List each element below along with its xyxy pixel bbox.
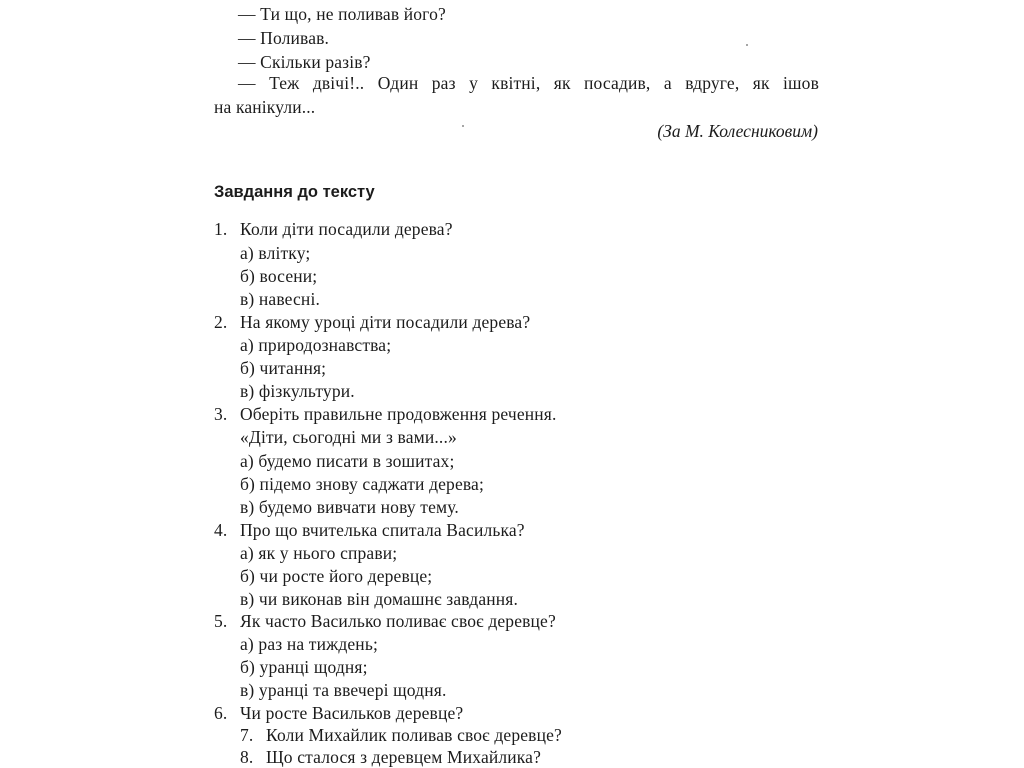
question-text: Як часто Василько поливає своє деревце?	[240, 611, 556, 631]
answer-option: б) чи росте його деревце;	[240, 566, 433, 586]
dialogue-line: на канікули...	[214, 97, 316, 117]
question-item	[240, 724, 562, 746]
question-text: Що сталося з деревцем Михайлика?	[266, 747, 542, 767]
question-number: 6.	[214, 703, 228, 723]
question-number: 4.	[214, 520, 228, 540]
question-number: 7.	[240, 725, 254, 745]
dialogue-line: — Скільки разів?	[238, 52, 371, 72]
question-number: 5.	[214, 611, 228, 631]
tasks-heading: Завдання до тексту	[214, 183, 375, 201]
scan-speck	[746, 44, 748, 46]
dialogue-line: — Поливав.	[238, 28, 330, 48]
question-item	[214, 403, 557, 425]
answer-option: а) природознавства;	[240, 335, 392, 355]
answer-option: в) чи виконав він домашнє завдання.	[240, 589, 518, 609]
question-number: 2.	[214, 312, 228, 332]
answer-option: б) уранці щодня;	[240, 657, 368, 677]
question-item	[214, 702, 463, 724]
dialogue-line: — Ти що, не поливав його?	[238, 4, 446, 24]
question-text: Коли діти посадили дерева?	[240, 219, 453, 239]
question-number: 8.	[240, 747, 254, 767]
question-item	[214, 519, 525, 541]
question-item	[214, 610, 556, 632]
question-item	[214, 311, 530, 333]
scan-speck	[462, 125, 464, 127]
answer-option: а) раз на тиждень;	[240, 634, 378, 654]
question-text: Чи росте Васильков деревце?	[240, 703, 464, 723]
answer-option: а) влітку;	[240, 243, 311, 263]
question-number: 1.	[214, 219, 228, 239]
answer-option: а) будемо писати в зошитах;	[240, 451, 455, 471]
answer-option: в) фізкультури.	[240, 381, 355, 401]
answer-option: в) будемо вивчати нову тему.	[240, 497, 459, 517]
question-number: 3.	[214, 404, 228, 424]
question-quote: «Діти, сьогодні ми з вами...»	[240, 427, 457, 447]
answer-option: в) навесні.	[240, 289, 320, 309]
question-item	[214, 218, 453, 240]
answer-option: б) підемо знову саджати дерева;	[240, 474, 484, 494]
question-text: На якому уроці діти посадили дерева?	[240, 312, 531, 332]
question-text: Оберіть правильне продовження речення.	[240, 404, 557, 424]
answer-option: а) як у нього справи;	[240, 543, 398, 563]
question-text: Коли Михайлик поливав своє деревце?	[266, 725, 562, 745]
answer-option: в) уранці та ввечері щодня.	[240, 680, 447, 700]
answer-option: б) читання;	[240, 358, 327, 378]
question-item	[240, 746, 541, 768]
question-text: Про що вчителька спитала Василька?	[240, 520, 525, 540]
attribution: (За М. Колесниковим)	[657, 121, 818, 141]
answer-option: б) восени;	[240, 266, 318, 286]
dialogue-line: — Теж двічі!.. Один раз у квітні, як посадив, а вдруге, як ішов	[238, 73, 819, 93]
